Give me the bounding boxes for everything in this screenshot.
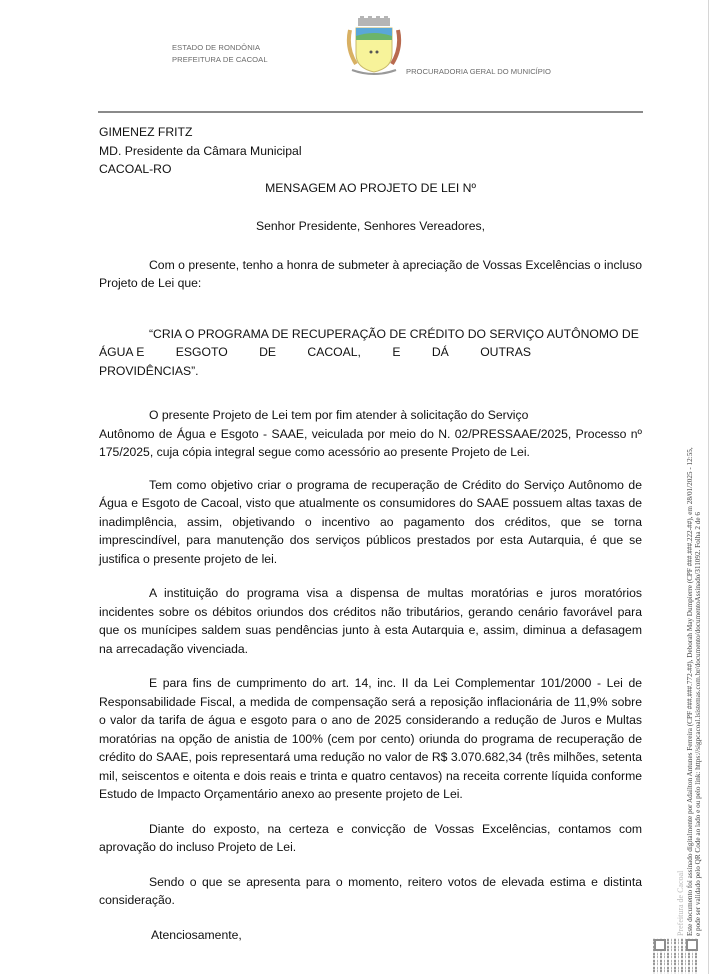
qr-code-icon[interactable] — [653, 938, 699, 974]
salutation: Senhor Presidente, Senhores Vereadores, — [255, 219, 485, 233]
bill-word: ÁGUA E — [99, 345, 145, 359]
paragraph-fiscal-compensation: E para fins de cumprimento do art. 14, inc. II da Lei Complementar 101/2000 - Lei de Responsabilidade Fiscal, a medida de compensação será a reposição inflacionária de 11,9% sobre o valor da tarifa de água e esgoto para o ano de 2025 considerando a redução de Juros e Multas moratórias na opção de anistia de 100% (cem por cento) oriunda do programa de recuperação de crédito do SAAE, pois representará uma redução no valor de R$ 3.070.682,34 (três milhões, setenta mil, seiscentos e oitenta e dois reais e trinta e quatro centavos) na receita corrente líquida conforme Estudo de Impacto Orçamentário anexo ao presente projeto de Lei. — [99, 676, 642, 801]
paragraph-request-first-line: O presente Projeto de Lei tem por fim atender à solicitação do Serviço — [149, 408, 529, 422]
document-title: MENSAGEM AO PROJETO DE LEI Nº — [265, 180, 476, 195]
paragraph-conclusion: Diante do exposto, na certeza e convicção de Vossas Excelências, contamos com aprovação do incluso Projeto de Lei. — [99, 821, 642, 854]
bill-word: DE — [259, 345, 277, 359]
paragraph-regards: Sendo o que se apresenta para o momento, reitero votos de elevada estima e distinta consideração. — [99, 874, 642, 907]
bill-word: CACOAL, — [307, 345, 361, 359]
document-body — [99, 123, 642, 944]
addressee-location: CACOAL-RO — [99, 162, 172, 176]
coat-of-arms-icon — [344, 16, 404, 78]
department-name: PROCURADORIA GERAL DO MUNICÍPIO — [406, 67, 551, 76]
paragraph-objective: Tem como objetivo criar o programa de recuperação de Crédito do Serviço Autônomo de Água e Esgoto de Cacoal, visto que atualmente os consumidores do SAAE possuem altas taxas de inadimplência, assim, objetivando o incentivo ao pagamento dos créditos, que se torna imprescindível, para manutenção dos serviços públicos prestados por esta Autarquia, é que se justifica o presente projeto de lei. — [99, 477, 642, 566]
paragraph-institution: A instituição do programa visa a dispensa de multas moratórias e juros moratórios incidentes sobre os débitos oriundos dos créditos não tributários, gerando cenário favorável para que os munícipes saldem suas pendências junto à esta Autarquia e, assim, diminua a defasagem na arrecadação vivenciada. — [99, 586, 642, 656]
state-name: ESTADO DE RONDÔNIA — [172, 43, 261, 52]
bill-title-line-1: “CRIA O PROGRAMA DE RECUPERAÇÃO DE CRÉDITO DO SERVIÇO AUTÔNOMO DE — [149, 326, 639, 341]
intro-paragraph: Com o presente, tenho a honra de submeter à apreciação de Vossas Excelências o incluso Projeto de Lei que: — [99, 257, 642, 290]
addressee-name: GIMENEZ FRITZ — [99, 125, 193, 139]
stamp-signature-line-2: e pode ser validado pelo QR Code ao lado e ou pelo link: https://sigpcacoal.lsistemas.com.br/documento/documentoAssinado/311092. Folha 2 de 6 — [694, 512, 702, 936]
addressee-title: MD. Presidente da Câmara Municipal — [99, 143, 302, 158]
bill-title-line-3: PROVIDÊNCIAS”. — [99, 363, 199, 378]
bill-word: E — [392, 345, 401, 359]
city-hall-name: PREFEITURA DE CACOAL — [172, 55, 268, 64]
bill-word: OUTRAS — [480, 345, 531, 359]
qr-finder — [654, 939, 666, 951]
header-divider — [98, 111, 643, 113]
bill-word: DÁ — [431, 345, 449, 359]
paragraph-request — [99, 406, 642, 462]
letterhead-left — [172, 42, 268, 66]
paragraph-request-rest: Autônomo de Água e Esgoto - SAAE, veiculada por meio do N. 02/PRESSAAE/2025, Processo nº 175/2025, cuja cópia integral segue como acessório ao presente Projeto de Lei. — [99, 426, 642, 459]
stamp-signature-line-1: Este documento foi assinado digitalmente por Adailton Antunes Ferreira (CPF ###.###.772-##), Deborah May Dumpierre (CPF ###.###.222-##), em 28/01/2025 - 12:55, — [686, 447, 694, 936]
bill-word: ESGOTO — [175, 345, 228, 359]
stamp-issuer: Prefeitura de Cacoal — [676, 870, 685, 936]
qr-finder — [686, 939, 698, 951]
page-edge — [708, 0, 709, 974]
bill-title-line-2 — [99, 343, 531, 362]
closing: Atenciosamente, — [151, 927, 242, 942]
bill-title-block — [99, 325, 642, 381]
